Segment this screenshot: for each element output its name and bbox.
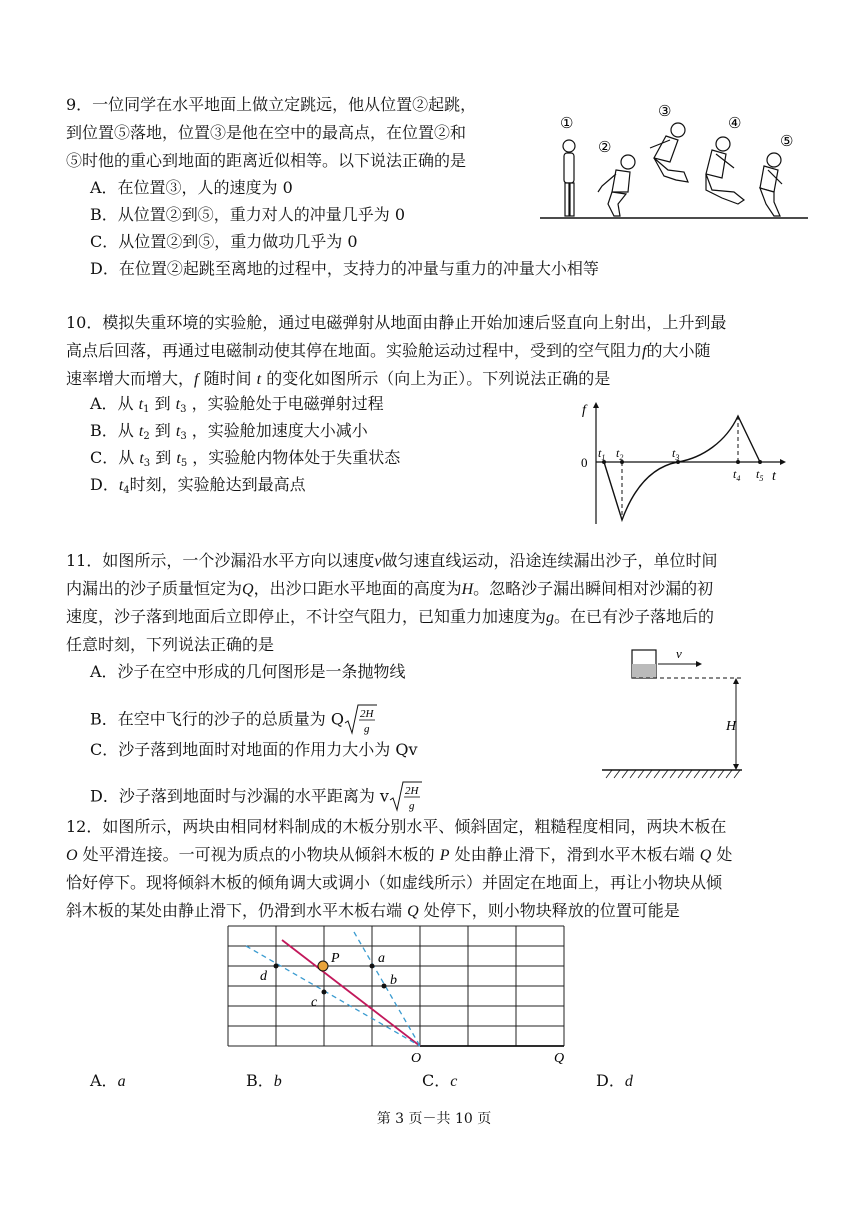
q10-option-b [90,421,368,447]
q10-stem-3c: 的变化如图所示（向上为正）。下列说法正确的是 [261,369,611,388]
q10-c-t: t [139,450,144,467]
q11-d-sqrt [389,780,423,814]
q11-stem-line-3 [66,607,714,628]
q9-label-4: ④ [728,116,742,132]
q12-option-d [596,1071,633,1092]
q11-d-den: g [408,800,415,812]
q11-stem-2c: 。忽略沙子漏出瞬间相对沙漏的初 [473,579,714,598]
t3-label: $t_3$ [672,446,680,462]
q9-option-c: C．从位置②到⑤，重力做功几乎为 0 [90,232,358,251]
q12-option-c [422,1071,457,1092]
q12-b-val: b [273,1073,282,1090]
q10-a-sub3: 3 [180,404,187,415]
q10-stem-line-3 [66,369,610,390]
q10-f-t-graph [576,402,786,528]
sand-fill [632,664,656,678]
q10-stem-line-2-text: 高点后回落，再通过电磁制动使其停在地面。实验舱运动过程中，受到的空气阻力 [66,341,643,360]
jumper-figure-5 [760,153,782,216]
q10-d-pre: D． [90,475,119,494]
q10-var-t: t [256,371,262,388]
q12-option-a [90,1071,126,1092]
q12-c-letter: C． [422,1071,451,1090]
q10-c-mid: 到 [150,448,177,467]
q12-stem-4b: 处停下，则小物块释放的位置可能是 [418,901,680,920]
q9-option-d: D．在位置②起跳至离地的过程中，支持力的冲量与重力的冲量大小相等 [90,259,599,278]
q12-b-letter: B． [246,1071,274,1090]
q11-stem-line-4: 任意时刻，下列说法正确的是 [66,635,275,654]
q11-b-sqrt [344,703,378,737]
q12-stem-2b: 处由静止滑下，滑到水平木板右端 [449,845,700,864]
f-curve [604,416,760,520]
point-p [318,961,328,971]
q10-var-f: f [642,343,647,360]
t5-point [758,460,762,464]
q11-stem-2a: 内漏出的沙子质量恒定为 [66,579,243,598]
q9-stem-line-3: ⑤时他的重心到地面的距离近似相等。以下说法正确的是 [66,151,467,170]
q9-label-2: ② [598,140,612,156]
label-d: d [260,969,267,984]
q10-b-mid: 到 [149,421,176,440]
q12-stem-2a: 处平滑连接。一可视为质点的小物块从倾斜木板的 [77,845,440,864]
t4-label: $t_4$ [733,467,741,483]
q9-label-3: ③ [658,104,672,120]
q12-c-val: c [450,1073,458,1090]
jumper-figure-2 [598,155,635,216]
q12-var-o: O [66,847,78,864]
velocity-arrowhead [696,661,702,667]
q10-a-sub1: 1 [143,404,150,415]
q11-var-v: v [374,553,382,570]
q10-b-post: ，实验舱加速度大小减小 [186,421,368,440]
label-p: P [331,951,340,966]
q10-stem-line-2-tail: 的大小随 [646,341,711,360]
q12-stem-4a: 斜木板的某处由静止滑下，仍滑到水平木板右端 [66,901,408,920]
q12-incline-figure [222,920,572,1066]
q12-stem-line-1: 12．如图所示，两块由相同材料制成的木板分别水平、倾斜固定，粗糙程度相同，两块木板在 [66,817,727,836]
t5-label: $t_5$ [756,467,764,483]
q11-option-c: C．沙子落到地面时对地面的作用力大小为 Qv [90,740,418,759]
velocity-label: v [676,646,682,661]
q9-stem-line-1: 9．一位同学在水平地面上做立定跳远，他从位置②起跳， [66,95,477,114]
q10-a-t2: t [175,396,181,413]
page-footer: 第 3 页－共 10 页 [376,1111,492,1127]
q10-a-t: t [138,396,144,413]
q12-d-letter: D． [596,1071,625,1090]
q11-stem-line-2 [66,579,713,600]
q11-b-den: g [363,723,370,735]
jumper-figure-4 [706,137,744,204]
q12-a-val: a [117,1073,126,1090]
t2-label: $t_2$ [616,446,624,462]
t-axis-arrow [780,459,786,465]
q11-var-h: H [461,581,474,598]
q12-stem-line-3: 恰好停下。现将倾斜木板的倾角调大或调小（如虚线所示）并固定在地面上，再让小物块从倾 [66,873,723,892]
q10-stem-line-1: 10．模拟失重环境的实验舱，通过电磁弹射从地面由静止开始加速后竖直向上射出，上升到最 [66,313,727,332]
q9-label-5: ⑤ [780,134,794,150]
label-b: b [390,973,397,988]
origin-label: 0 [581,455,588,470]
q11-option-b [90,703,378,737]
q10-d-sub4: 4 [123,485,130,496]
point-c [322,990,327,995]
q10-b-t2: t [175,423,181,440]
q9-option-b: B．从位置②到⑤，重力对人的冲量几乎为 0 [90,205,406,224]
q11-option-d [90,780,423,814]
label-c: c [311,995,318,1010]
q10-c-pre: C．从 [90,448,140,467]
q9-stem-line-2: 到位置⑤落地，位置③是他在空中的最高点，在位置②和 [66,123,467,142]
label-o: O [411,1051,422,1066]
q11-stem-1a: 11．如图所示，一个沙漏沿水平方向以速度 [66,551,375,570]
q11-var-q: Q [242,581,254,598]
q10-c-sub3: 3 [143,458,151,469]
q10-b-sub3: 3 [180,431,187,442]
q10-a-pre: A．从 [90,394,139,413]
jumper-figure-3 [650,123,688,182]
label-q: Q [554,1051,565,1066]
f-axis-label: f [582,403,586,418]
q10-stem-3a: 速率增大而增大， [66,369,195,388]
q12-stem-line-2 [66,845,732,866]
dashed-board-steeper [354,932,420,1046]
q11-stem-1b: 做匀速直线运动，沿途连续漏出沙子，单位时间 [381,551,718,570]
ground-hatching [606,770,740,778]
point-b [382,984,387,989]
q10-var-f2: f [194,371,199,388]
q12-var-q2: Q [407,903,419,920]
t4-point [736,460,740,464]
q12-a-letter: A． [90,1071,118,1090]
q10-a-post: ，实验舱处于电磁弹射过程 [186,394,384,413]
height-arrow-top [733,678,739,684]
q9-option-a: A．在位置③，人的速度为 0 [90,178,293,197]
q10-stem-line-2 [66,341,710,362]
height-arrow-bottom [733,764,739,770]
q10-option-a [90,394,384,420]
q12-var-q: Q [699,847,712,864]
inclined-board [282,940,420,1046]
q10-stem-3b: 随时间 [198,369,257,388]
q9-label-1: ① [560,116,574,132]
f-axis-arrow [593,402,599,408]
label-a: a [378,951,385,966]
height-label: H [726,719,737,734]
q10-d-post: 时刻，实验舱达到最高点 [129,475,306,494]
q10-option-d [90,475,306,501]
q11-d-num: 2H [404,785,419,797]
point-a [370,964,375,969]
q11-stem-line-1 [66,551,718,572]
q12-var-p: P [439,847,450,864]
jumper-figure-1 [563,140,575,216]
q10-a-mid: 到 [149,394,176,413]
q10-d-t: t [118,477,124,494]
q10-b-pre: B．从 [90,421,139,440]
q10-b-sub2: 2 [143,431,150,442]
q10-c-sub5: 5 [180,458,188,469]
q11-d-text: D．沙子落到地面时与沙漏的水平距离为 v [90,786,389,806]
q12-stem-2c: 处 [711,845,733,864]
q11-b-text: B．在空中飞行的沙子的总质量为 Q [90,709,344,729]
q10-b-t: t [138,423,144,440]
q11-stem-2b: ，出沙口距水平地面的高度为 [253,579,462,598]
q11-stem-3a: 速度，沙子落到地面后立即停止，不计空气阻力，已知重力加速度为 [66,607,547,626]
q9-jump-figure [538,100,810,224]
q10-option-c [90,448,400,474]
point-d [274,964,279,969]
t-axis-label: t [772,469,776,484]
q11-stem-3b: 。在已有沙子落地后的 [554,607,715,626]
q11-var-g: g [546,609,555,626]
q10-c-post: ，实验舱内物体处于失重状态 [187,448,401,467]
q12-stem-line-4 [66,901,680,922]
q11-sand-figure [598,642,758,786]
q12-d-val: d [624,1073,633,1090]
q12-option-b [246,1071,282,1092]
t1-label: $t_1$ [598,446,606,462]
q11-option-a: A．沙子在空中形成的几何图形是一条抛物线 [90,662,406,681]
q10-c-t2: t [176,450,181,467]
q11-b-num: 2H [359,708,374,720]
